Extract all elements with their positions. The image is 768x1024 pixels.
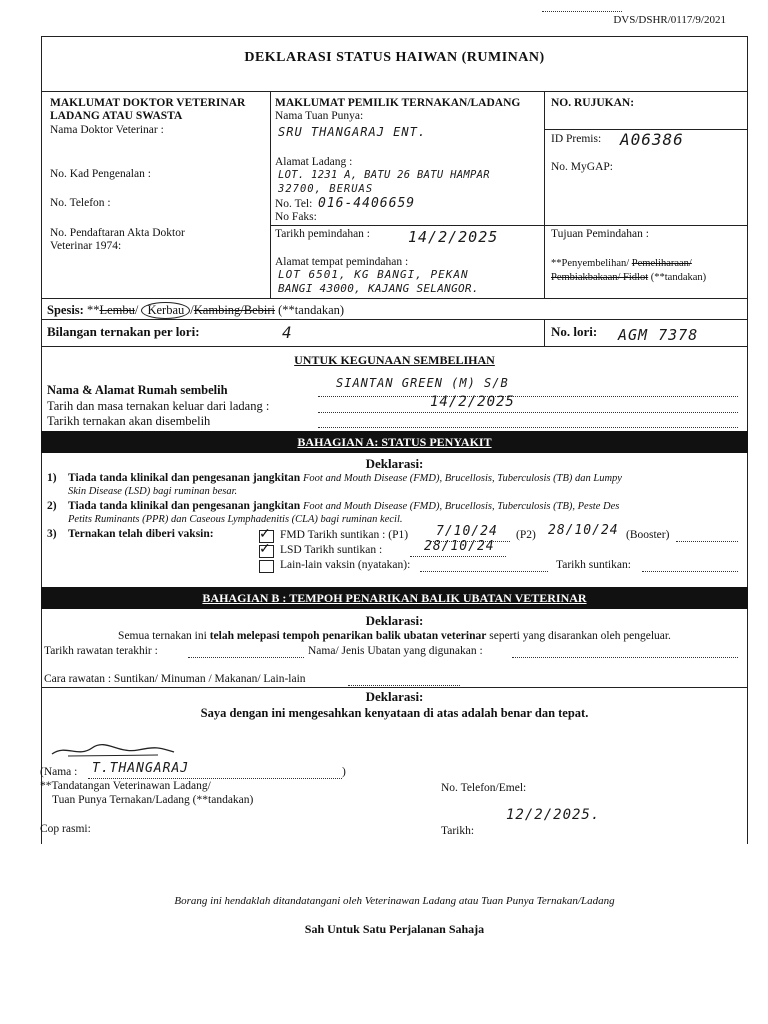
item-2: Tiada tanda klinikal dan pengesanan jangkitan Foot and Mouth Disease (FMD), Brucellosis, Tuberculosis (TB), Peste Des <box>68 500 620 512</box>
vet-ic-label: No. Kad Pengenalan : <box>50 168 151 180</box>
fmd-p2-value: 28/10/24 <box>548 523 619 538</box>
signer-name-value: T.THANGARAJ <box>92 761 190 776</box>
section-b-declaration: Deklarasi: <box>365 613 424 628</box>
other-vaccine-label: Lain-lain vaksin (nyatakan): <box>280 559 411 571</box>
item-1: Tiada tanda klinikal dan pengesanan jangkitan Foot and Mouth Disease (FMD), Brucellosis, Tuberculosis (TB) dan Lumpy <box>68 472 622 484</box>
other-vaccine-line <box>420 560 548 572</box>
drug-line <box>512 646 738 658</box>
date-label: Tarikh: <box>441 825 475 837</box>
species-selected: Kerbau <box>141 302 190 319</box>
vet-heading: MAKLUMAT DOKTOR VETERINAR <box>50 97 246 109</box>
reference-label: NO. RUJUKAN: <box>551 97 635 109</box>
lorry-value: AGM 7378 <box>618 326 699 344</box>
section-b-statement: Semua ternakan ini telah melepasi tempoh penarikan balik ubatan veterinar seperti yang disarankan oleh pengeluar. <box>118 630 671 642</box>
exit-date-value: 14/2/2025 <box>430 394 515 410</box>
signature-label: **Tandatangan Veterinawan Ladang/ <box>40 780 211 792</box>
phone-email-label: No. Telefon/Emel: <box>441 782 527 794</box>
fmd-p2-line <box>542 0 622 12</box>
farm-address-value: 32700, BERUAS <box>278 183 374 195</box>
stamp-label: Cop rasmi: <box>40 823 91 835</box>
grid-line <box>270 225 748 226</box>
section-b-bar: BAHAGIAN B : TEMPOH PENARIKAN BALIK UBATAN VETERINAR <box>41 587 748 609</box>
grid-line <box>41 298 748 299</box>
item-number: 2) <box>47 500 57 512</box>
farm-address-value: LOT. 1231 A, BATU 26 BATU HAMPAR <box>278 169 490 181</box>
slaughterhouse-value: SIANTAN GREEN (M) S/B <box>336 376 509 390</box>
treatment-method-line <box>348 674 460 686</box>
date-value: 12/2/2025. <box>506 807 601 823</box>
owner-fax-label: No Faks: <box>275 211 317 223</box>
section-a-bar: BAHAGIAN A: STATUS PENYAKIT <box>41 431 748 453</box>
exit-date-label: Tarih dan masa ternakan keluar dari ladang : <box>47 399 270 413</box>
item-number: 1) <box>47 472 57 484</box>
item-number: 3) <box>47 528 57 540</box>
item-2-cont: Petits Ruminants (PPR) dan Caseous Lymphadenitis (CLA) bagi ruminan kecil. <box>68 514 403 525</box>
vet-reg-label: Veterinar 1974: <box>50 240 122 252</box>
signer-name-label: (Nama : <box>40 766 78 778</box>
final-statement: Saya dengan ini mengesahkan kenyataan di atas adalah benar dan tepat. <box>200 706 589 720</box>
other-vaccine-checkbox[interactable] <box>259 560 274 573</box>
item-3-label: Ternakan telah diberi vaksin: <box>68 528 214 540</box>
lsd-label: LSD Tarikh suntikan : <box>280 544 383 556</box>
farm-address-label: Alamat Ladang : <box>275 156 353 168</box>
footer-validity: Sah Untuk Satu Perjalanan Sahaja <box>304 922 485 936</box>
owner-name-value: SRU THANGARAJ ENT. <box>278 125 427 139</box>
vet-heading: LADANG ATAU SWASTA <box>50 110 183 122</box>
move-date-label: Tarikh pemindahan : <box>275 228 370 240</box>
grid-line <box>41 319 748 320</box>
footer-note: Borang ini hendaklah ditandatangani oleh Veterinawan Ladang atau Tuan Punya Ternakan/Ladang <box>174 895 615 907</box>
booster-line <box>676 530 738 542</box>
bracket-close: ) <box>342 766 346 778</box>
owner-tel-label: No. Tel: <box>275 198 313 210</box>
destination-value: LOT 6501, KG BANGI, PEKAN <box>278 268 469 281</box>
grid-line <box>544 319 545 346</box>
purpose-label: Tujuan Pemindahan : <box>551 228 649 240</box>
lsd-value: 28/10/24 <box>424 539 495 554</box>
owner-tel-value: 016-4406659 <box>318 196 416 211</box>
purpose-option: **Penyembelihan/ Pemeliharaan/ <box>551 258 692 269</box>
signature <box>48 740 178 762</box>
check-icon: ✓ <box>259 527 271 542</box>
grid-line <box>41 346 748 347</box>
other-date-label: Tarikh suntikan: <box>556 559 631 571</box>
owner-heading: MAKLUMAT PEMILIK TERNAKAN/LADANG <box>275 97 521 109</box>
owner-name-label: Nama Tuan Punya: <box>275 110 364 122</box>
species-row: Spesis: **Lembu/ Kerbau /Kambing/Bebiri (**tandakan) <box>47 303 345 317</box>
slaughter-heading: UNTUK KEGUNAAN SEMBELIHAN <box>294 353 495 367</box>
slaughter-date-label: Tarikh ternakan akan disembelih <box>47 414 211 428</box>
form-title: DEKLARASI STATUS HAIWAN (RUMINAN) <box>244 50 545 65</box>
other-date-line <box>642 560 738 572</box>
grid-line <box>41 91 748 92</box>
slaughterhouse-label: Nama & Alamat Rumah sembelih <box>47 383 228 397</box>
item-1-cont: Skin Disease (LSD) bagi ruminan besar. <box>68 486 238 497</box>
grid-line <box>544 91 545 298</box>
lorry-label: No. lori: <box>551 324 598 339</box>
treatment-method-label: Cara rawatan : Suntikan/ Minuman / Makanan/ Lain-lain <box>44 673 306 685</box>
final-declaration: Deklarasi: <box>365 689 424 704</box>
premise-id-value: A06386 <box>620 130 684 149</box>
grid-line <box>41 687 748 688</box>
form-code: DVS/DSHR/0117/9/2021 <box>613 14 726 26</box>
drug-label: Nama/ Jenis Ubatan yang digunakan : <box>308 645 483 657</box>
purpose-option: Pembiakbakaan/ Fidlot (**tandakan) <box>551 272 707 283</box>
destination-value: BANGI 43000, KAJANG SELANGOR. <box>278 282 479 295</box>
section-a-declaration: Deklarasi: <box>365 456 424 471</box>
premise-id-label: ID Premis: <box>551 133 602 145</box>
move-date-value: 14/2/2025 <box>408 228 499 246</box>
booster-label: (Booster) <box>626 529 670 541</box>
grid-line <box>270 91 271 298</box>
fmd-p2-label: (P2) <box>516 529 536 541</box>
vet-name-label: Nama Doktor Veterinar : <box>50 124 164 136</box>
destination-label: Alamat tempat pemindahan : <box>275 256 409 268</box>
vet-phone-label: No. Telefon : <box>50 197 111 209</box>
mygap-label: No. MyGAP: <box>551 161 613 173</box>
last-treatment-label: Tarikh rawatan terakhir : <box>44 645 158 657</box>
signature-label: Tuan Punya Ternakan/Ladang (**tandakan) <box>52 794 254 806</box>
fmd-p1-value: 7/10/24 <box>436 524 498 539</box>
vet-reg-label: No. Pendaftaran Akta Doktor <box>50 227 185 239</box>
count-value: 4 <box>282 323 293 342</box>
exit-date-line <box>318 400 738 413</box>
last-treatment-line <box>188 646 304 658</box>
fmd-label: FMD Tarikh suntikan : (P1) <box>280 529 409 541</box>
slaughter-date-line <box>318 415 738 428</box>
check-icon: ✓ <box>259 542 271 557</box>
count-label: Bilangan ternakan per lori: <box>47 324 200 339</box>
